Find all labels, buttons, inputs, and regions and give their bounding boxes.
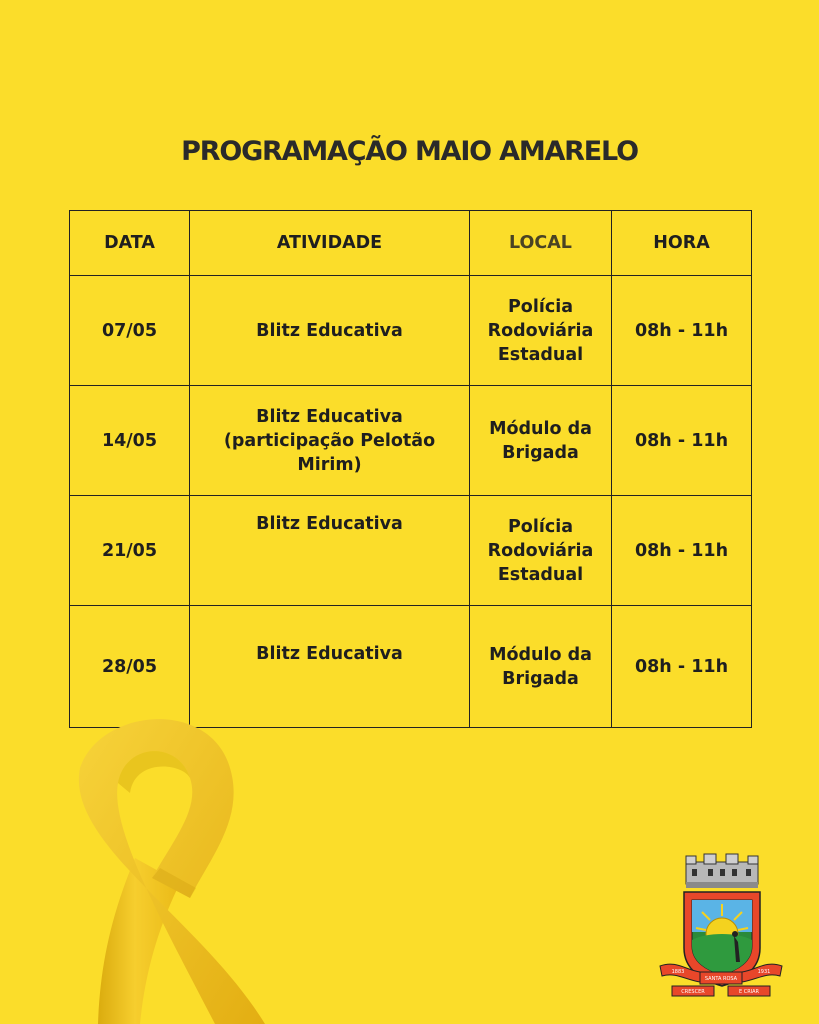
row-location xyxy=(470,606,612,728)
motto-left: CRESCER xyxy=(681,989,705,995)
activity-line: Blitz Educativa xyxy=(256,320,403,341)
row-location xyxy=(470,276,612,386)
location-line: Módulo da xyxy=(489,418,592,439)
table-row xyxy=(70,386,752,496)
location-line: Rodoviária xyxy=(487,540,594,561)
row-date: 21/05 xyxy=(70,496,190,606)
activity-line: Mirim) xyxy=(297,454,362,475)
row-activity xyxy=(190,386,470,496)
activity-line: (participação Pelotão xyxy=(223,430,436,451)
row-date: 14/05 xyxy=(70,386,190,496)
activity-line: Blitz Educativa xyxy=(256,406,403,427)
scroll-center: SANTA ROSA xyxy=(704,976,738,982)
row-date: 07/05 xyxy=(70,276,190,386)
page-title: PROGRAMAÇÃO MAIO AMARELO xyxy=(181,136,638,167)
row-time: 08h - 11h xyxy=(612,496,752,606)
activity-line: Blitz Educativa xyxy=(256,514,403,534)
scroll-left: 1883 xyxy=(671,969,685,975)
activity-line: Blitz Educativa xyxy=(256,644,403,664)
awareness-ribbon-icon xyxy=(40,708,280,1024)
location-line: Estadual xyxy=(497,344,584,365)
location-line: Brigada xyxy=(502,668,579,689)
row-location xyxy=(470,496,612,606)
header-time: HORA xyxy=(612,211,752,276)
row-time: 08h - 11h xyxy=(612,276,752,386)
row-time: 08h - 11h xyxy=(612,386,752,496)
municipal-coat-of-arms-icon xyxy=(656,852,786,1002)
header-location: LOCAL xyxy=(470,211,612,276)
schedule-table xyxy=(69,210,752,728)
table-header-row xyxy=(70,211,752,276)
header-date: DATA xyxy=(70,211,190,276)
crown-icon xyxy=(686,854,758,888)
table-row xyxy=(70,496,752,606)
table-row xyxy=(70,276,752,386)
header-activity: ATIVIDADE xyxy=(190,211,470,276)
row-date: 28/05 xyxy=(70,606,190,728)
location-line: Módulo da xyxy=(489,644,592,665)
location-line: Rodoviária xyxy=(487,320,594,341)
row-location xyxy=(470,386,612,496)
location-line: Polícia xyxy=(507,296,574,317)
motto-right: E CRIAR xyxy=(738,989,760,995)
scroll-right: 1931 xyxy=(757,969,771,975)
location-line: Brigada xyxy=(502,442,579,463)
row-activity xyxy=(190,276,470,386)
row-activity xyxy=(190,496,470,606)
row-time: 08h - 11h xyxy=(612,606,752,728)
location-line: Estadual xyxy=(497,564,584,585)
location-line: Polícia xyxy=(507,516,574,537)
